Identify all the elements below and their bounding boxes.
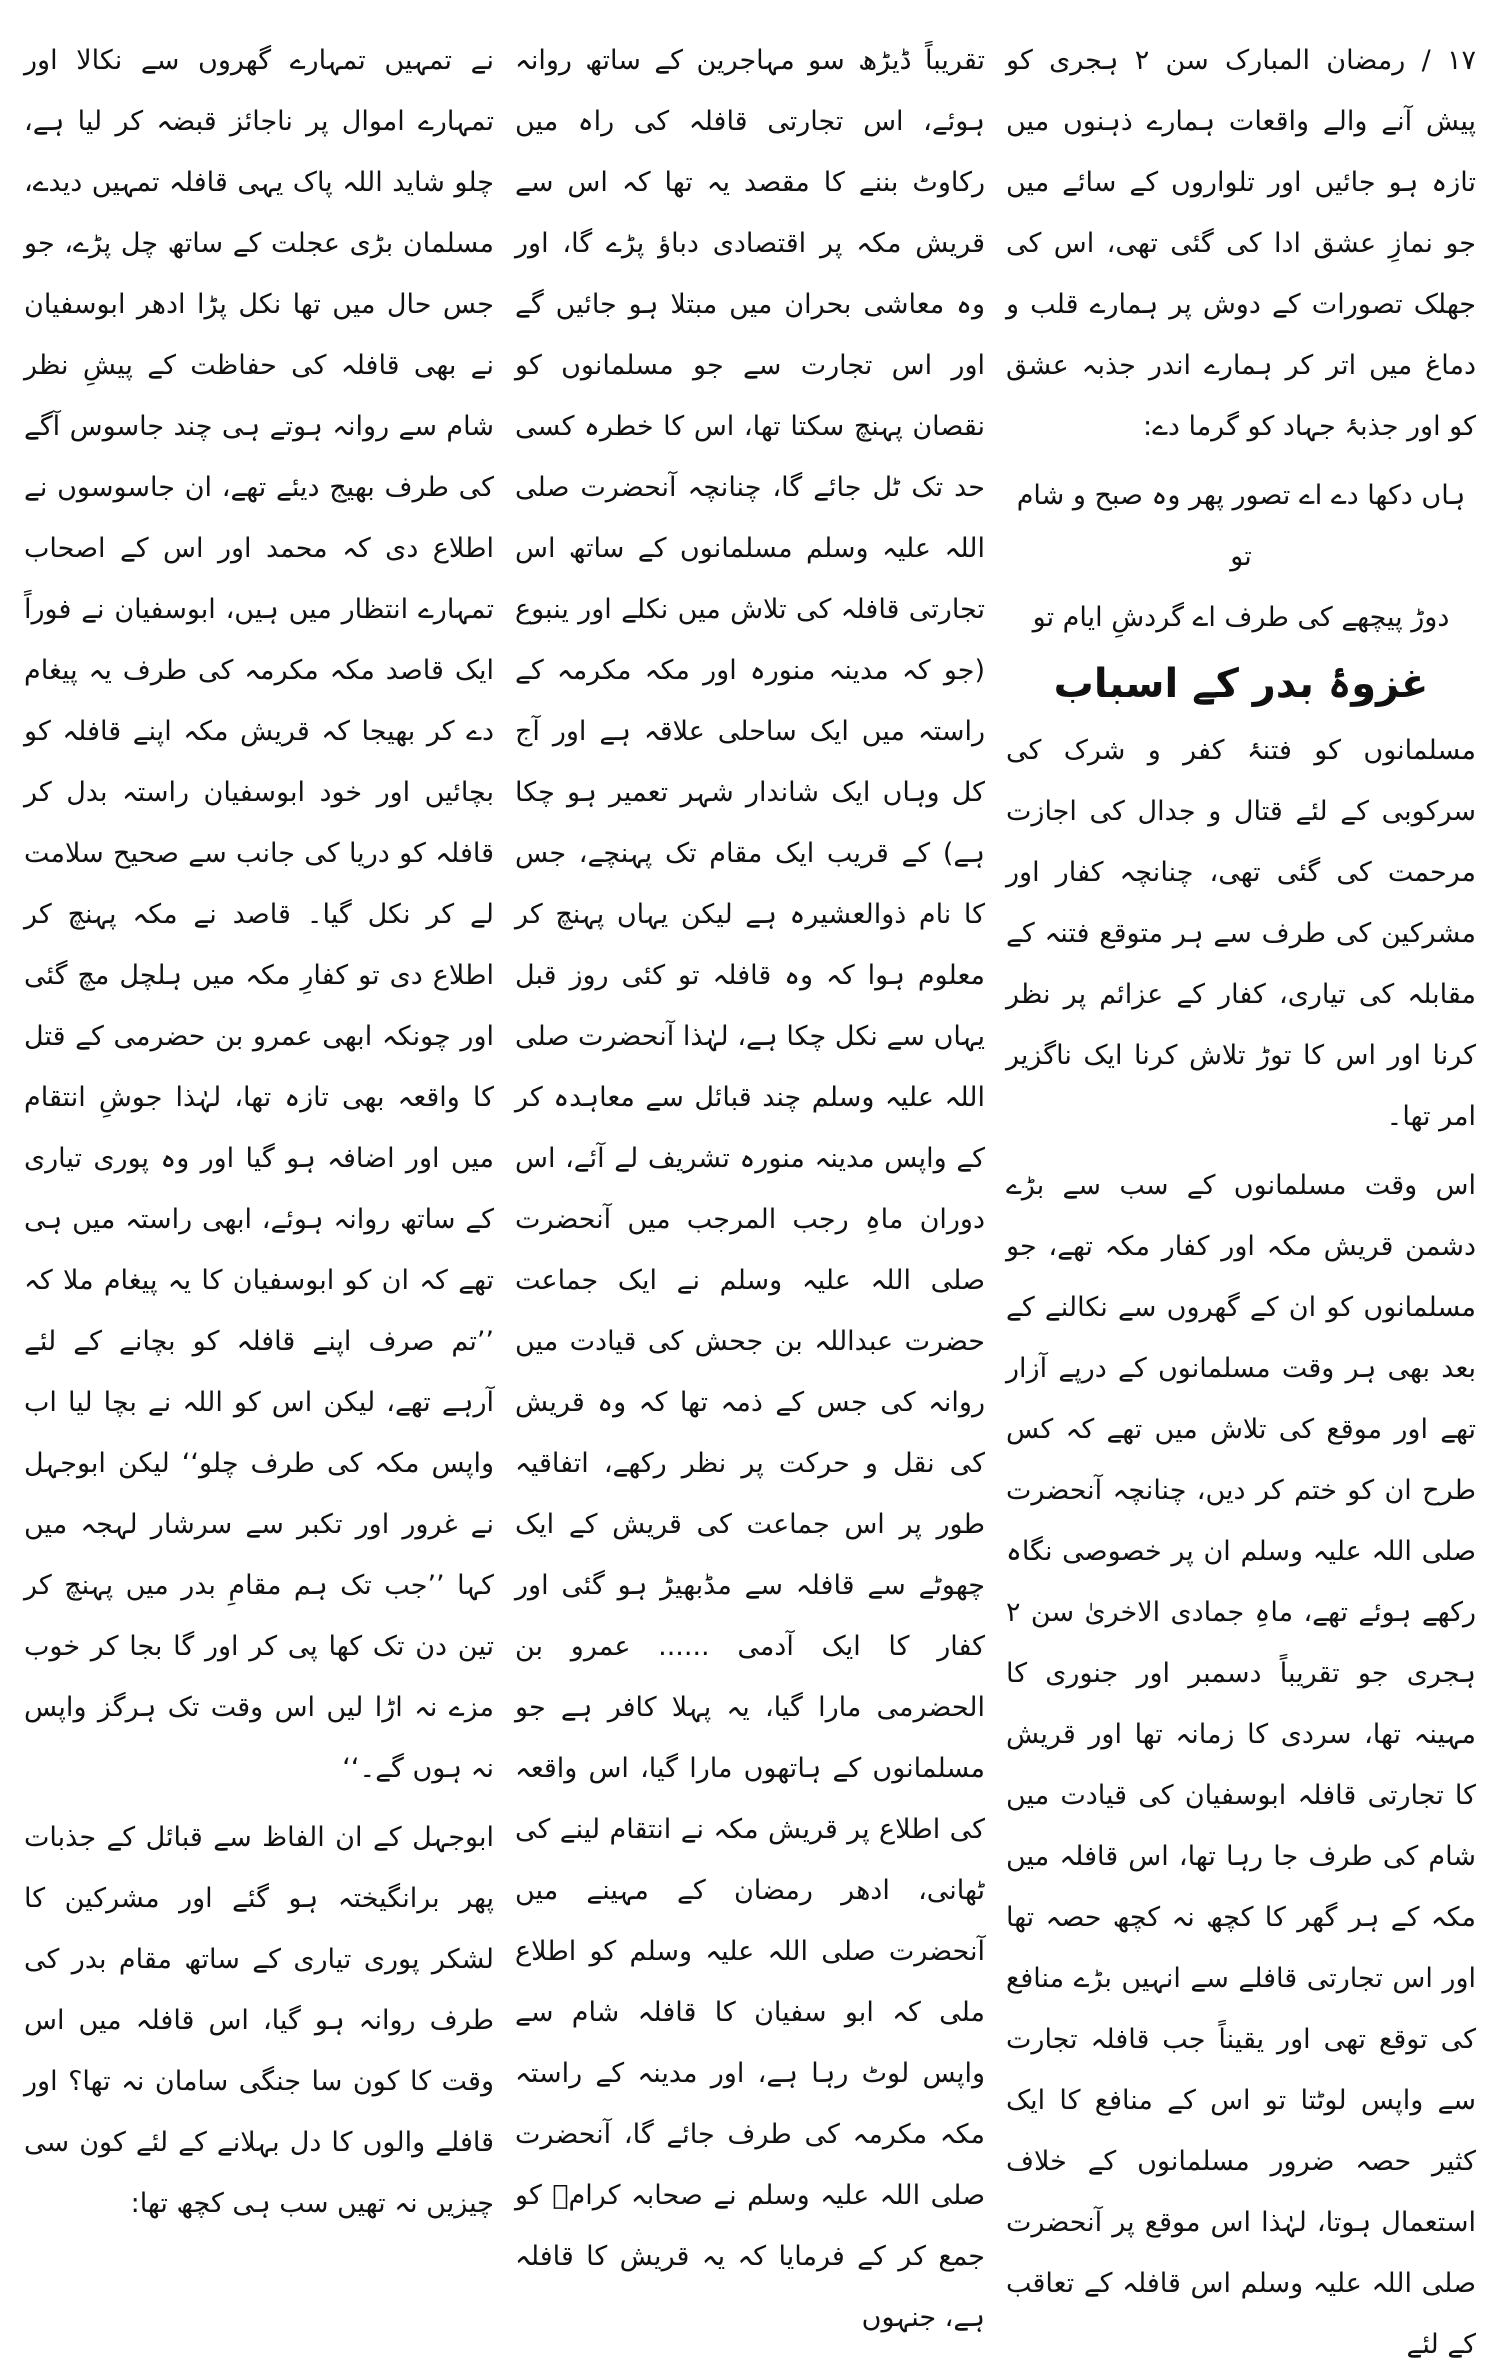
paragraph-intro: ۱۷ / رمضان المبارک سن ۲ ہجری کو پیش آنے والے واقعات ہمارے ذہنوں میں تازہ ہو جائیں اور تلواروں کے سائے میں جو نمازِ عشق ادا کی گئی تھی، اس کی جھلک تصورات کے دوش پر ہمارے قلب و دماغ میں اتر کر ہمارے اندر جذبہ عشق کو اور جذبۂ جہاد کو گرما دے: — [1006, 45, 1476, 442]
paragraph-abu-sufyan: نے تمہیں تمہارے گھروں سے نکالا اور تمہارے اموال پر ناجائز قبضہ کر لیا ہے، چلو شاید اللہ پاک یہی قافلہ تمہیں دیدے، مسلمان بڑی عجلت کے ساتھ چل پڑے، جو جس حال میں تھا نکل پڑا ادھر ابوسفیان نے بھی قافلہ کی حفاظت کے پیشِ نظر شام سے روانہ ہوتے ہی چند جاسوس آگے کی طرف بھیج دیئے تھے، ان جاسوسوں نے اطلاع دی کہ محمد اور اس کے اصحاب تمہارے انتظار میں ہیں، ابوسفیان نے فوراً ایک قاصد مکہ مکرمہ کی طرف یہ پیغام دے کر بھیجا کہ قریش مکہ اپنے قافلہ کو بچائیں اور خود ابوسفیان راستہ بدل کر قافلہ کو دریا کی جانب سے صحیح سلامت لے کر نکل گیا۔ قاصد نے مکہ پہنچ کر اطلاع دی تو کفارِ مکہ میں ہلچل مچ گئی اور چونکہ ابھی عمرو بن حضرمی کے قتل کا واقعہ بھی تازہ تھا، لہٰذا جوشِ انتقام میں اور اضافہ ہو گیا اور وہ پوری تیاری کے ساتھ روانہ ہوئے، ابھی راستہ میں ہی تھے کہ ان کو ابوسفیان کا یہ پیغام ملا کہ ’’تم صرف اپنے قافلہ کو بچانے کے لئے آرہے تھے، لیکن اس کو اللہ نے بچا لیا اب واپس مکہ کی طرف چلو‘‘ لیکن ابوجہل نے غرور اور تکبر سے سرشار لہجہ میں کہا ’’جب تک ہم مقامِ بدر میں پہنچ کر تین دن تک کھا پی کر اور گا بجا کر خوب مزے نہ اڑا لیں اس وقت تک ہرگز واپس نہ ہوں گے۔‘‘ — [24, 45, 495, 1784]
column-middle — [515, 30, 985, 2333]
paragraph-caravan: تقریباً ڈیڑھ سو مہاجرین کے ساتھ روانہ ہوئے، اس تجارتی قافلہ کی راہ میں رکاوٹ بننے کا مقصد یہ تھا کہ اس سے قریش مکہ پر اقتصادی دباؤ پڑے گا، اور وہ معاشی بحران میں مبتلا ہو جائیں گے اور اس تجارت سے جو مسلمانوں کو نقصان پہنچ سکتا تھا، اس کا خطرہ کسی حد تک ٹل جائے گا، چنانچہ آنحضرت صلی اللہ علیہ وسلم مسلمانوں کے ساتھ اس تجارتی قافلہ کی تلاش میں نکلے اور ینبوع (جو کہ مدینہ منورہ اور مکہ مکرمہ کے راستہ میں ایک ساحلی علاقہ ہے اور آج کل وہاں ایک شاندار شہر تعمیر ہو چکا ہے) کے قریب ایک مقام تک پہنچے، جس کا نام ذوالعشیرہ ہے لیکن یہاں پہنچ کر معلوم ہوا کہ وہ قافلہ تو کئی روز قبل یہاں سے نکل چکا ہے، لہٰذا آنحضرت صلی اللہ علیہ وسلم چند قبائل سے معاہدہ کر کے واپس مدینہ منورہ تشریف لے آئے، اس دوران ماہِ رجب المرجب میں آنحضرت صلی اللہ علیہ وسلم نے ایک جماعت حضرت عبداللہ بن جحش کی قیادت میں روانہ کی جس کے ذمہ تھا کہ وہ قریش کی نقل و حرکت پر نظر رکھے، اتفاقیہ طور پر اس جماعت کی قریش کے ایک چھوٹے سے قافلہ سے مڈبھیڑ ہو گئی اور کفار کا ایک آدمی ...... عمرو بن الحضرمی مارا گیا، یہ پہلا کافر ہے جو مسلمانوں کے ہاتھوں مارا گیا، اس واقعہ کی اطلاع پر قریش مکہ نے انتقام لینے کی ٹھانی، ادھر رمضان کے مہینے میں آنحضرت صلی اللہ علیہ وسلم کو اطلاع ملی کہ ابو سفیان کا قافلہ شام سے واپس لوٹ رہا ہے، اور مدینہ کے راستہ مکہ مکرمہ کی طرف جائے گا، آنحضرت صلی اللہ علیہ وسلم نے صحابہ کرامؓ کو جمع کر کے فرمایا کہ یہ قریش کا قافلہ ہے، جنہوں — [515, 45, 985, 2333]
text-columns — [24, 30, 1476, 2360]
column-left — [24, 30, 495, 2219]
paragraph-abu-jahl: ابوجہل کے ان الفاظ سے قبائل کے جذبات پھر برانگیختہ ہو گئے اور مشرکین کا لشکر پوری تیاری کے ساتھ مقام بدر کی طرف روانہ ہو گیا، اس قافلہ میں اس وقت کا کون سا جنگی سامان نہ تھا؟ اور قافلے والوں کا دل بہلانے کے لئے کون سی چیزیں نہ تھیں سب ہی کچھ تھا: — [24, 1822, 494, 2219]
verse-line-1: ہاں دکھا دے اے تصور پھر وہ صبح و شام تو — [1016, 480, 1466, 572]
column-right — [1006, 30, 1476, 2360]
paragraph-causes: مسلمانوں کو فتنۂ کفر و شرک کی سرکوبی کے لئے قتال و جدال کی اجازت مرحمت کی گئی تھی، چنانچہ کفار اور مشرکین کی طرف سے ہر متوقع فتنہ کے مقابلہ کی تیاری، کفار کے عزائم پر نظر کرنا اور اس کا توڑ تلاش کرنا ایک ناگزیر امر تھا۔ — [1006, 735, 1476, 1132]
poetry-couplet — [1006, 465, 1476, 648]
paragraph-quraysh: اس وقت مسلمانوں کے سب سے بڑے دشمن قریش مکہ اور کفار مکہ تھے، جو مسلمانوں کو ان کے گھروں سے نکالنے کے بعد بھی ہر وقت مسلمانوں کے درپے آزار تھے اور موقع کی تلاش میں تھے کہ کس طرح ان کو ختم کر دیں، چنانچہ آنحضرت صلی اللہ علیہ وسلم ان پر خصوصی نگاہ رکھے ہوئے تھے، ماہِ جمادی الاخریٰ سن ۲ ہجری جو تقریباً دسمبر اور جنوری کا مہینہ تھا، سردی کا زمانہ تھا اور قریش کا تجارتی قافلہ ابوسفیان کی قیادت میں شام کی طرف جا رہا تھا، اس قافلہ میں مکہ کے ہر گھر کا کچھ نہ کچھ حصہ تھا اور اس تجارتی قافلے سے انہیں بڑے منافع کی توقع تھی اور یقیناً جب قافلہ تجارت سے واپس لوٹتا تو اس کے منافع کا ایک کثیر حصہ ضرور مسلمانوں کے خلاف استعمال ہوتا، لہٰذا اس موقع پر آنحضرت صلی اللہ علیہ وسلم اس قافلہ کے تعاقب کے لئے — [1006, 1170, 1476, 2360]
section-heading: غزوۂ بدر کے اسباب — [1053, 661, 1429, 707]
verse-line-2: دوڑ پیچھے کی طرف اے گردشِ ایام تو — [1032, 602, 1450, 633]
